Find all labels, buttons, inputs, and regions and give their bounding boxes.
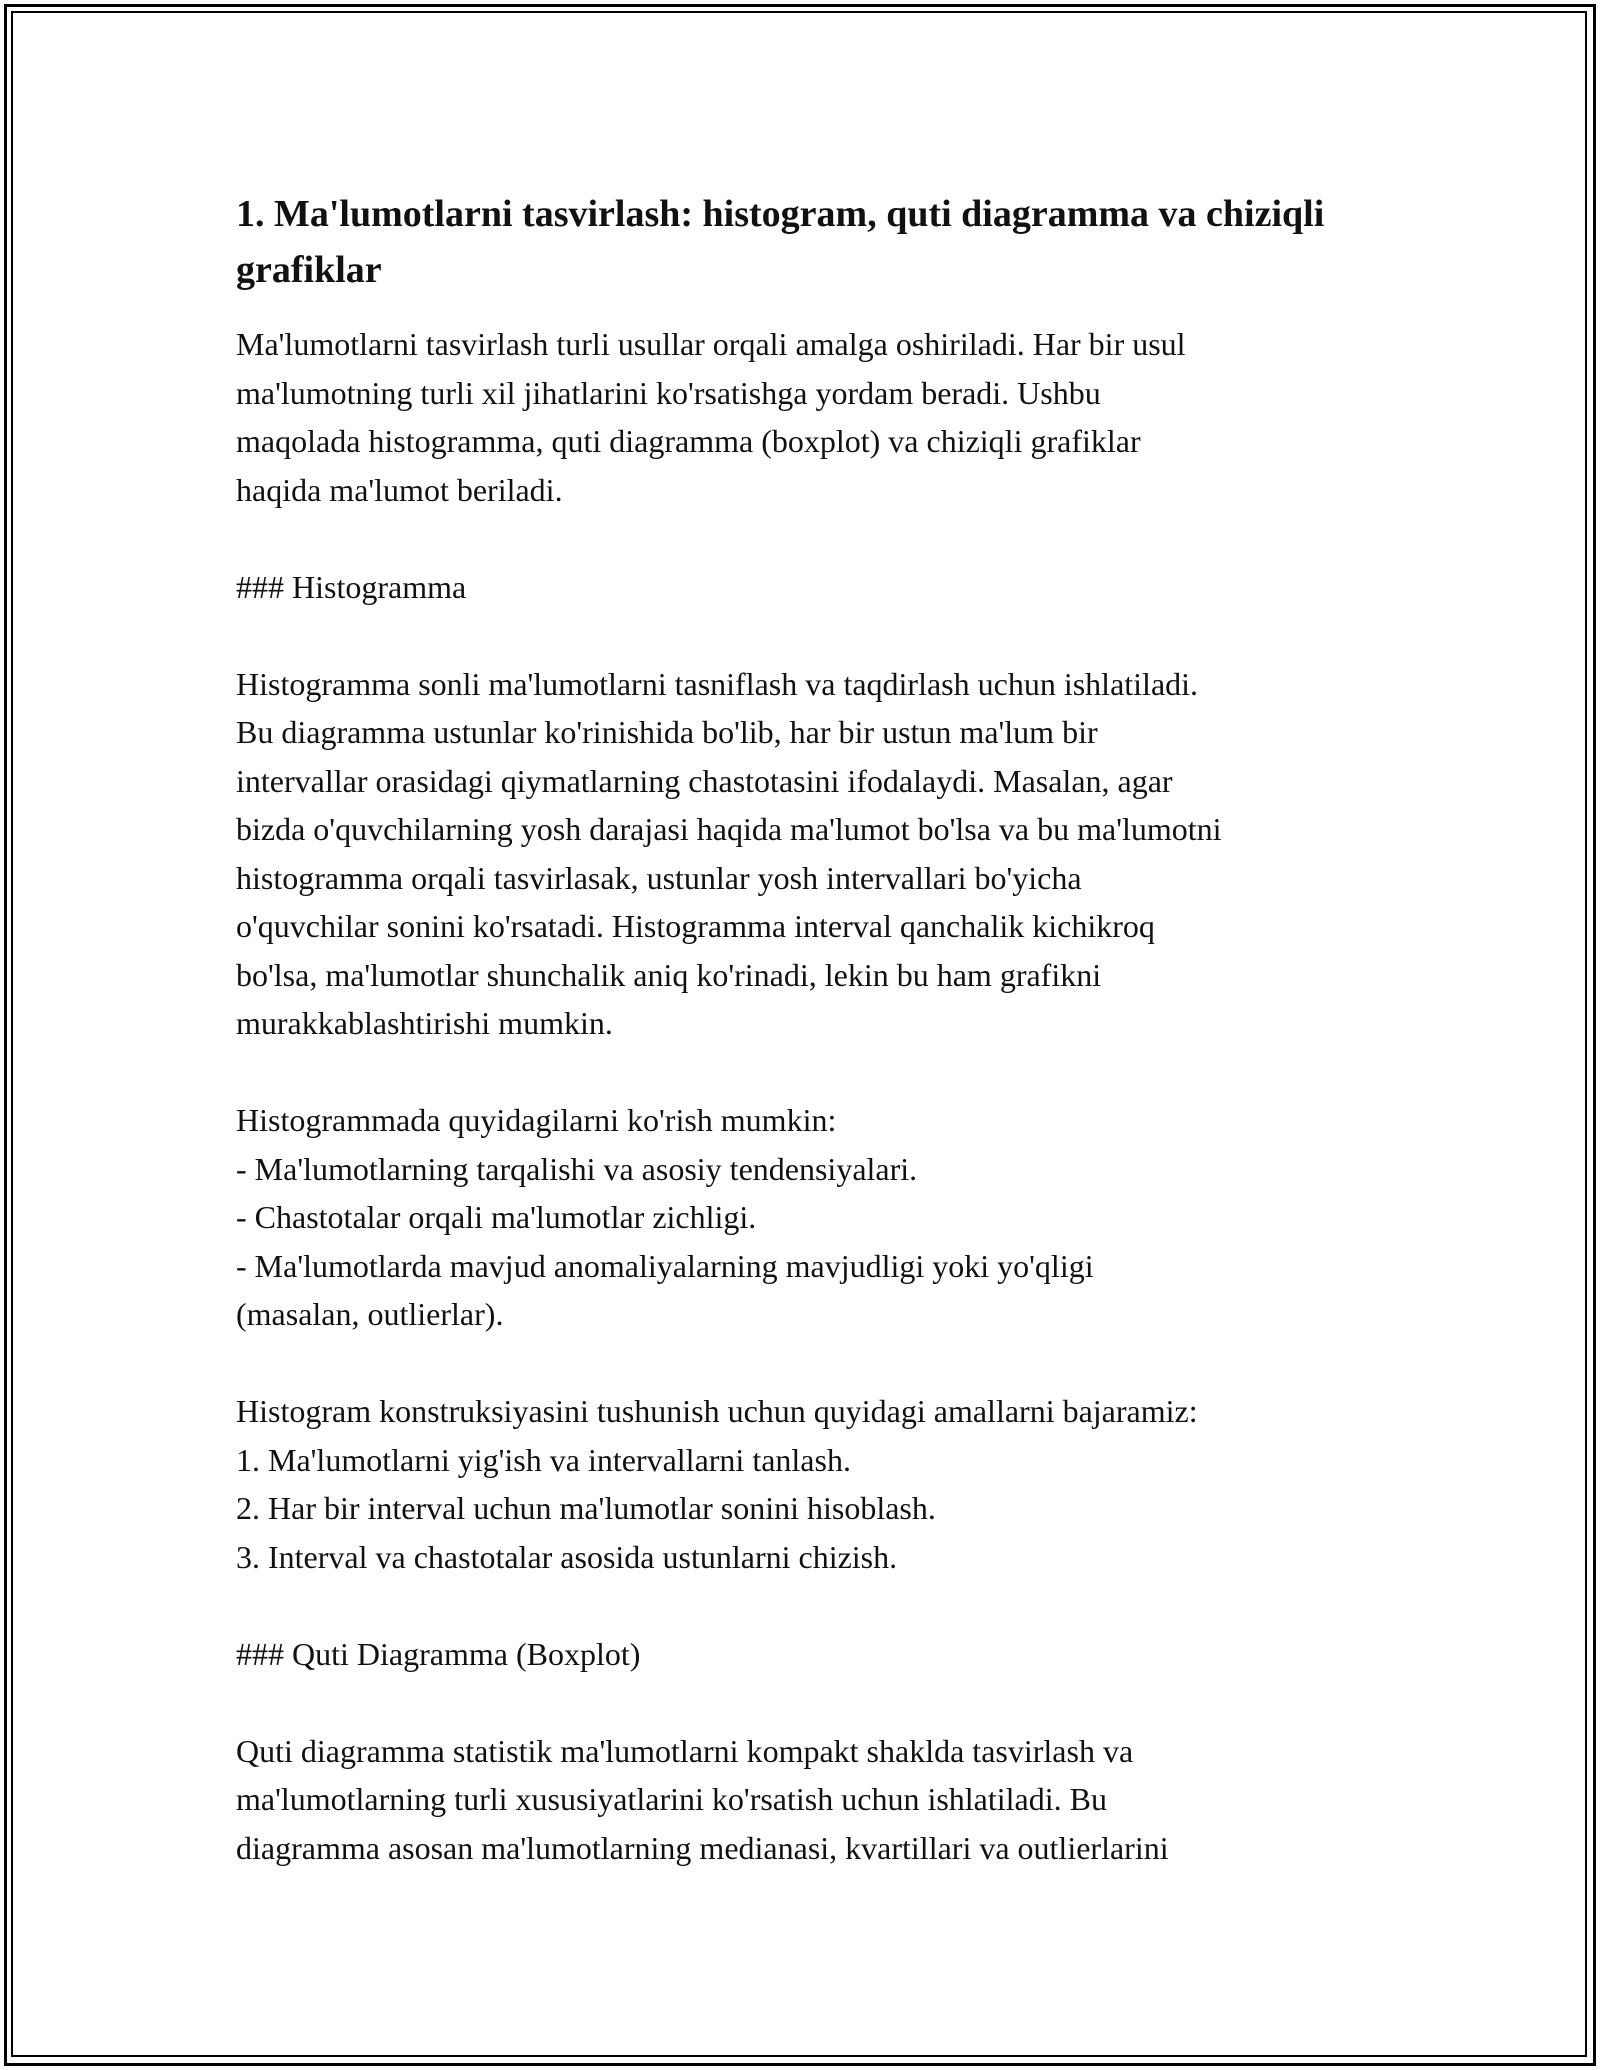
histogram-heading: ### Histogramma — [236, 568, 467, 605]
document-title: 1. Ma'lumotlarni tasvirlash: histogram, quti diagramma va chiziqli grafiklar — [236, 193, 1325, 291]
spacer — [236, 1048, 1386, 1097]
histogram-steps-list: Histogram konstruksiyasini tushunish uchun quyidagi amallarni bajaramiz: 1. Ma'lumotlarni yig'ish va intervallarni tanlash. 2. Har bir interval uchun ma'lumotlar sonini hisoblash. 3. Interval va chastotalar asosida ustunlarni chizish. — [236, 1393, 1198, 1575]
spacer — [236, 1339, 1386, 1388]
spacer — [236, 1678, 1386, 1727]
boxplot-paragraph: Quti diagramma statistik ma'lumotlarni kompakt shaklda tasvirlash va ma'lumotlarning turli xususiyatlarini ko'rsatish uchun ishlatiladi. Bu diagramma asosan ma'lumotlarning medianasi, kvartillari va outlierlarini — [236, 1732, 1169, 1866]
spacer — [236, 611, 1386, 660]
spacer — [236, 1581, 1386, 1630]
spacer — [236, 514, 1386, 563]
boxplot-heading: ### Quti Diagramma (Boxplot) — [236, 1635, 641, 1672]
document-body — [236, 186, 1386, 1872]
histogram-features-list: Histogrammada quyidagilarni ko'rish mumkin: - Ma'lumotlarning tarqalishi va asosiy tendensiyalari. - Chastotalar orqali ma'lumotlar zichligi. - Ma'lumotlarda mavjud anomaliyalarning mavjudligi yoki yo'qligi (masalan, outlierlar). — [236, 1102, 1094, 1332]
histogram-paragraph: Histogramma sonli ma'lumotlarni tasniflash va taqdirlash uchun ishlatiladi. Bu diagramma ustunlar ko'rinishida bo'lib, har bir ustun ma'lum bir intervallar orasidagi qiymatlarning chastotasini ifodalaydi. Masalan, agar bizda o'quvchilarning yosh darajasi haqida ma'lumot bo'lsa va bu ma'lumotni histogramma orqali tasvirlasak, ustunlar yosh intervallari bo'yicha o'quvchilar sonini ko'rsatadi. Histogramma interval qanchalik kichikroq bo'lsa, ma'lumotlar shunchalik aniq ko'rinadi, lekin bu ham grafikni murakkablashtirishi mumkin. — [236, 665, 1222, 1041]
intro-paragraph: Ma'lumotlarni tasvirlash turli usullar orqali amalga oshiriladi. Har bir usul ma'lumotning turli xil jihatlarini ko'rsatishga yordam beradi. Ushbu maqolada histogramma, quti diagramma (boxplot) va chiziqli grafiklar haqida ma'lumot beriladi. — [236, 326, 1186, 508]
